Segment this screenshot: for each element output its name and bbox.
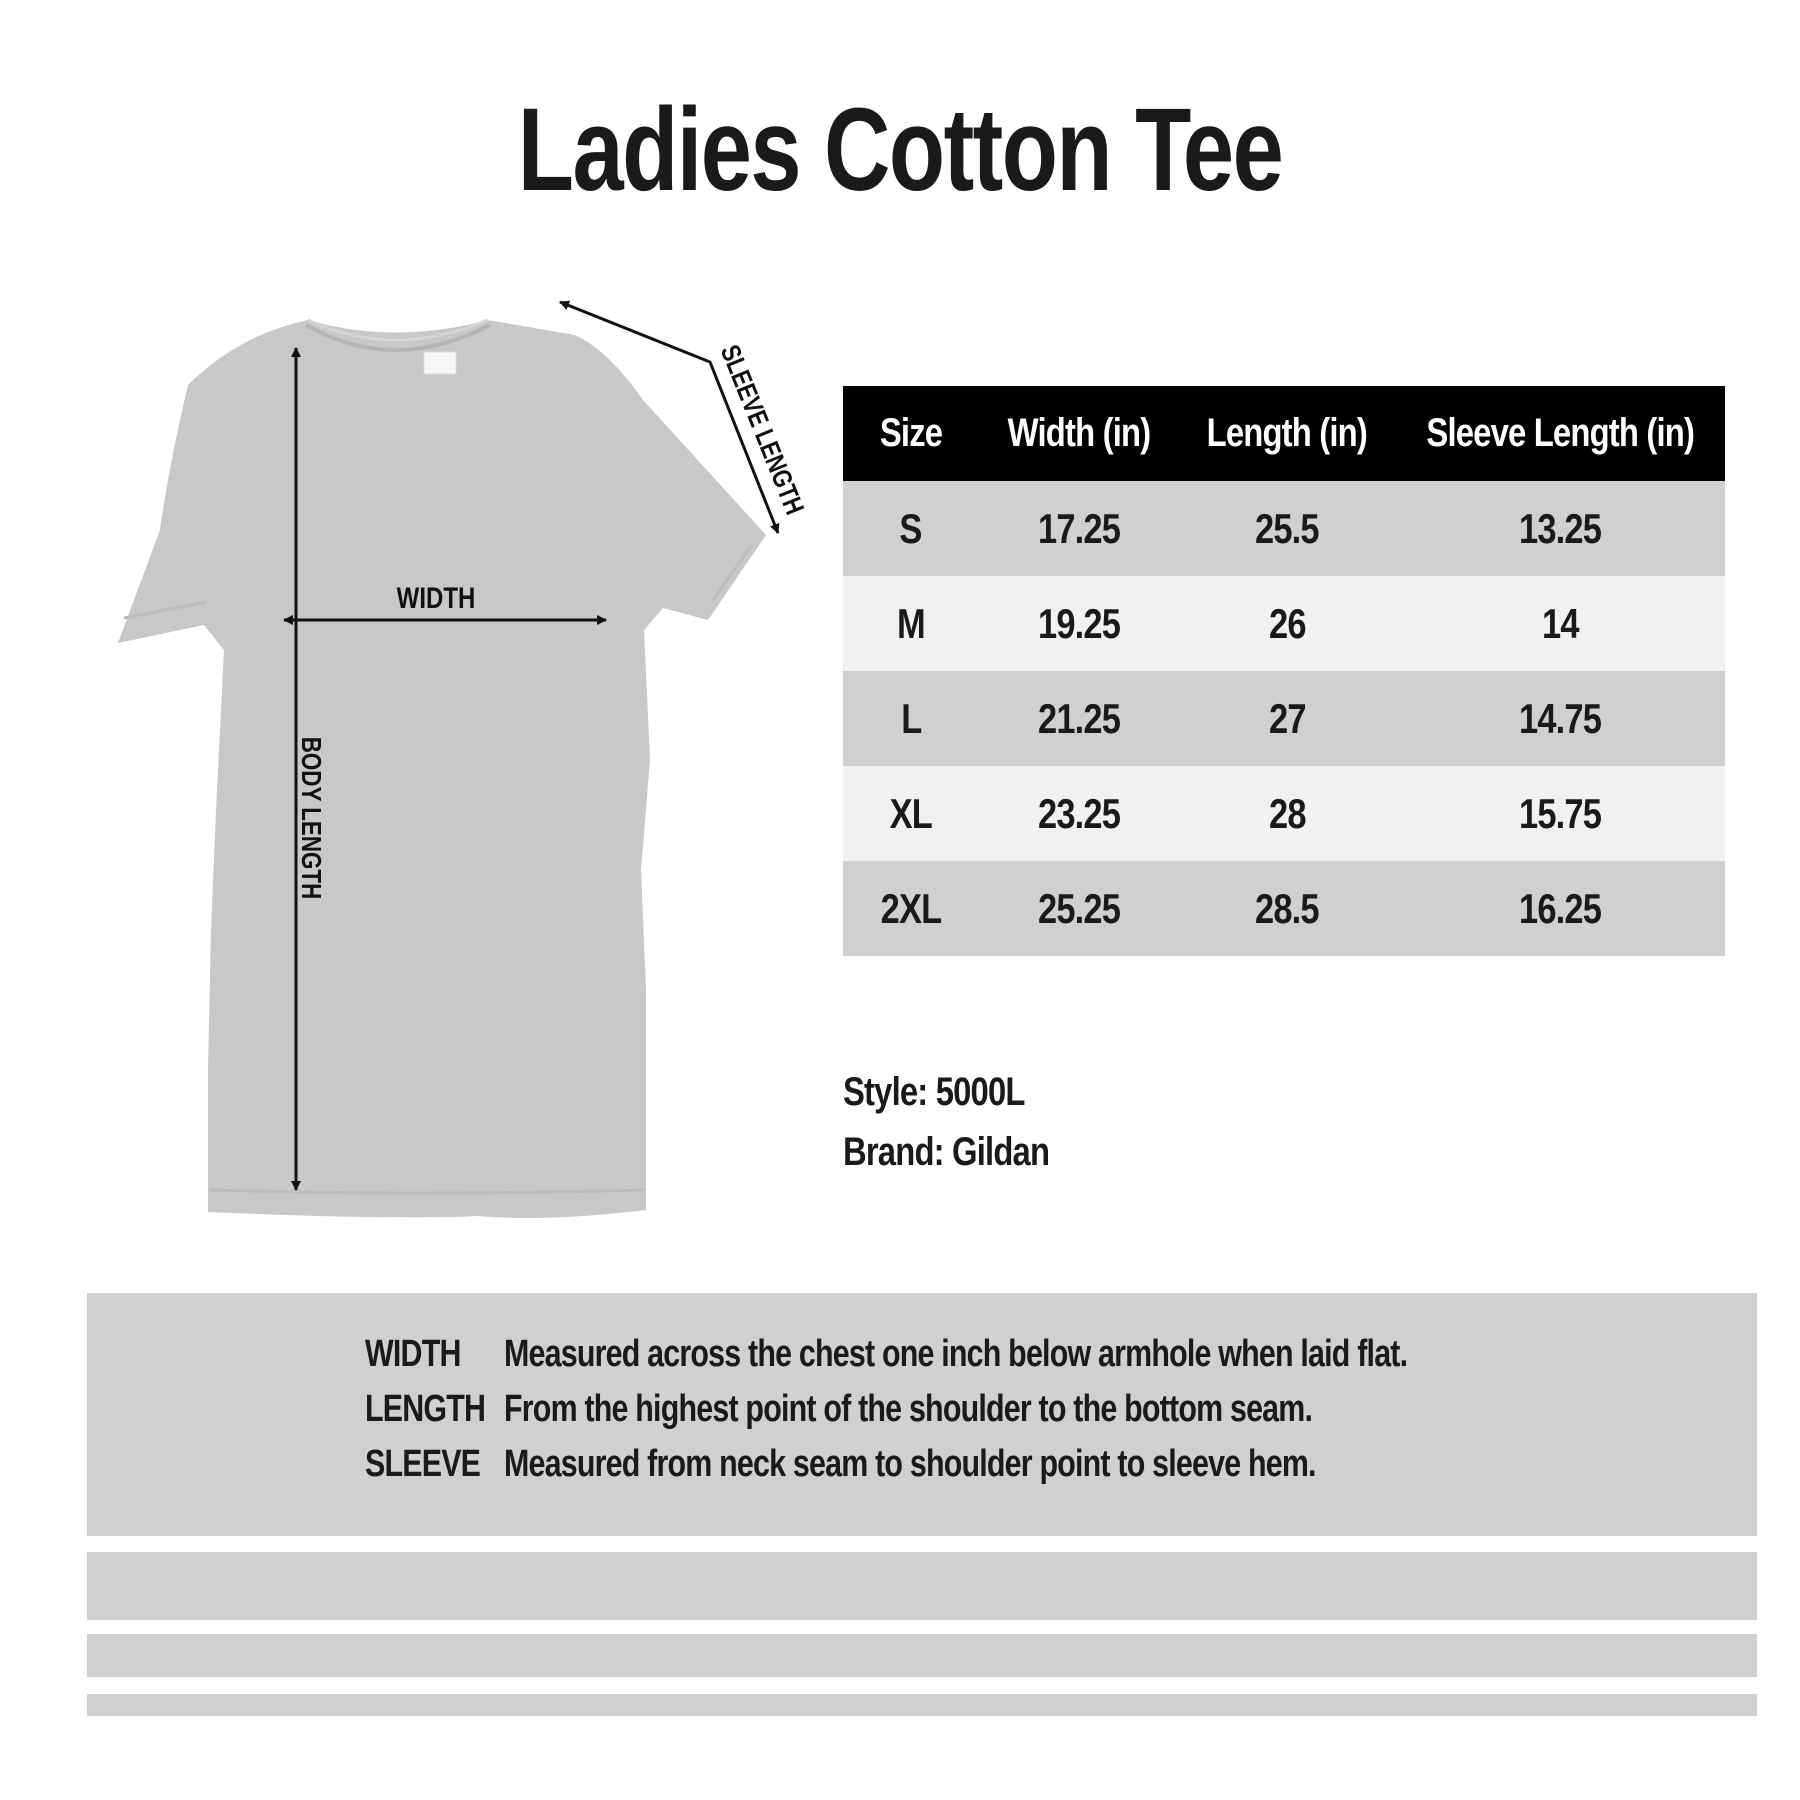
width-cell: 25.25 <box>1037 884 1121 932</box>
page-title: Ladies Cotton Tee <box>517 84 1283 216</box>
decorative-stripe <box>87 1634 1757 1677</box>
size-cell: L <box>900 694 922 742</box>
note-definition: From the highest point of the shoulder to the bottom seam. <box>504 1388 1313 1430</box>
width-cell: 21.25 <box>1037 694 1121 742</box>
table-row <box>843 481 1725 576</box>
size-cell: M <box>897 599 925 647</box>
product-brand: Brand: Gildan <box>843 1130 1050 1174</box>
note-definition: Measured from neck seam to shoulder point to sleeve hem. <box>504 1443 1316 1485</box>
tshirt-diagram <box>118 290 818 1220</box>
table-header-row <box>843 386 1725 481</box>
header-size: Size <box>879 411 943 455</box>
neck-tag-icon <box>424 352 456 374</box>
header-length: Length (in) <box>1206 411 1368 455</box>
length-cell: 28 <box>1268 789 1306 837</box>
length-cell: 28.5 <box>1255 884 1319 932</box>
length-cell: 25.5 <box>1255 504 1319 552</box>
sleeve-cell: 14 <box>1541 599 1579 647</box>
length-cell: 26 <box>1268 599 1306 647</box>
note-term: LENGTH <box>365 1388 486 1430</box>
measurement-notes <box>87 1293 1757 1536</box>
body-length-label: BODY LENGTH <box>295 736 327 900</box>
size-cell: XL <box>889 789 933 837</box>
table-row <box>843 766 1725 861</box>
header-width: Width (in) <box>1007 411 1151 455</box>
sleeve-cell: 14.75 <box>1518 694 1602 742</box>
sleeve-cell: 15.75 <box>1518 789 1602 837</box>
sleeve-cell: 16.25 <box>1518 884 1602 932</box>
decorative-stripe <box>87 1552 1757 1620</box>
size-cell: 2XL <box>880 884 942 932</box>
width-label: WIDTH <box>396 580 476 615</box>
size-cell: S <box>899 504 923 552</box>
sleeve-cell: 13.25 <box>1518 504 1602 552</box>
decorative-stripe <box>87 1694 1757 1716</box>
size-chart-table <box>843 386 1725 956</box>
length-cell: 27 <box>1268 694 1306 742</box>
sleeve-length-label: SLEEVE LENGTH <box>714 340 810 519</box>
table-row <box>843 576 1725 671</box>
width-cell: 17.25 <box>1037 504 1121 552</box>
note-term: SLEEVE <box>365 1443 481 1485</box>
note-definition: Measured across the chest one inch below armhole when laid flat. <box>504 1333 1408 1375</box>
width-cell: 23.25 <box>1037 789 1121 837</box>
note-term: WIDTH <box>365 1333 461 1375</box>
product-style: Style: 5000L <box>843 1070 1025 1114</box>
header-sleeve-length: Sleeve Length (in) <box>1426 411 1694 455</box>
table-row <box>843 671 1725 766</box>
width-cell: 19.25 <box>1037 599 1121 647</box>
tshirt-shape <box>118 320 766 1218</box>
table-row <box>843 861 1725 956</box>
